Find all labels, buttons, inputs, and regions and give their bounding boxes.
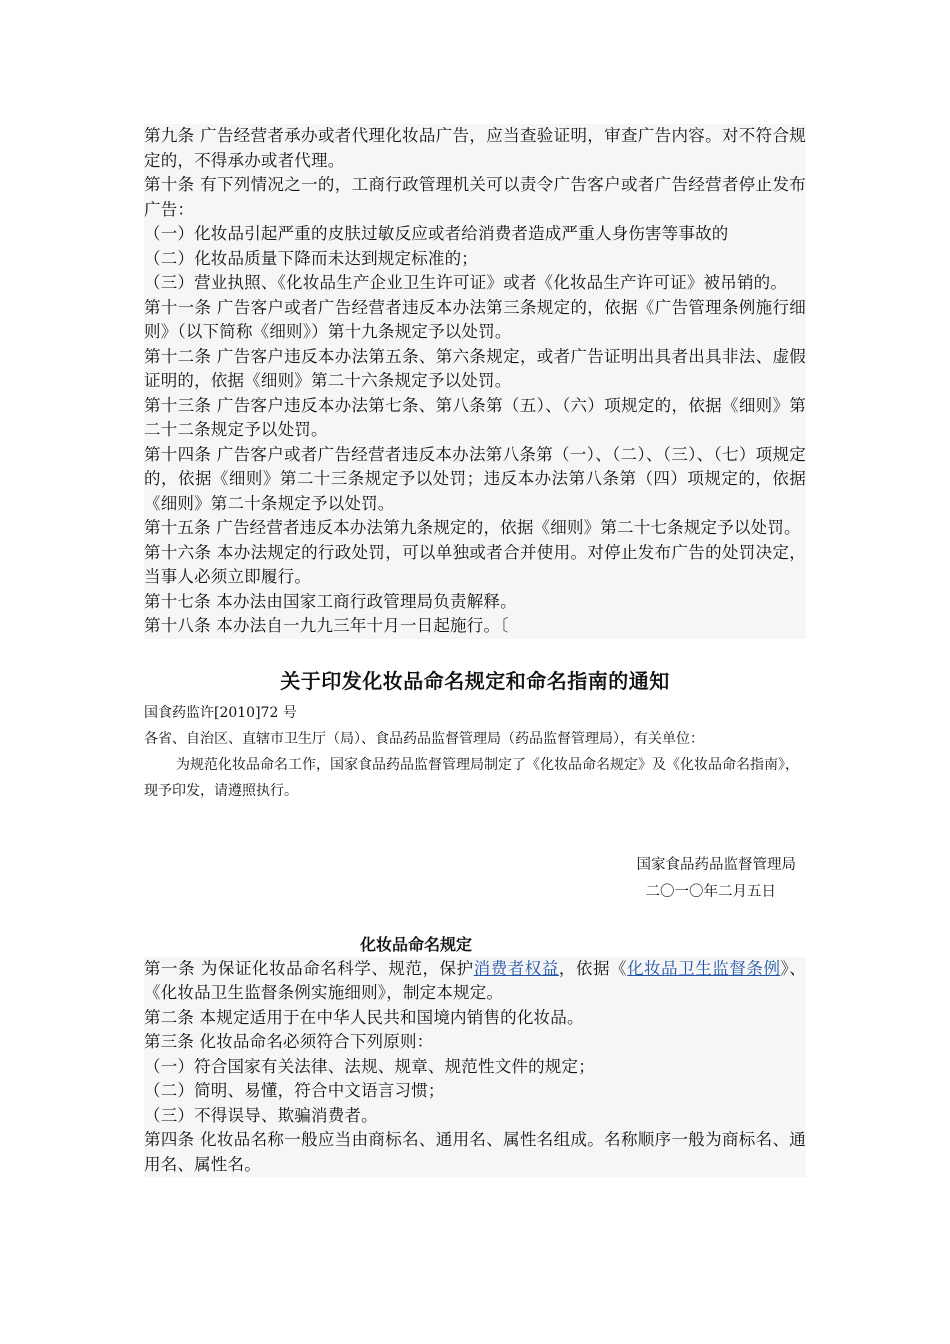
issuer: 国家食品药品监督管理局 <box>636 856 796 873</box>
paragraph: 第十四条 广告客户或者广告经营者违反本办法第八条第（一）、（二）、（三）、（七）项规定的，依据《细则》第二十三条规定予以处罚；违反本办法第八条第（四）项规定的，依据《细则》第二十条规定予以处罚。 <box>144 444 806 513</box>
consumer-rights-link[interactable]: 消费者权益 <box>473 958 559 978</box>
recipients: 各省、自治区、直辖市卫生厅（局）、食品药品监督管理局（药品监督管理局），有关单位： <box>144 730 704 747</box>
article-1-text: 第一条 为保证化妆品命名科学、规范，保护 <box>144 958 474 978</box>
cosmetics-ad-rules-section <box>144 124 806 639</box>
paragraph: 第十六条 本办法规定的行政处罚，可以单独或者合并使用。对停止发布广告的处罚决定，当事人必须立即履行。 <box>144 542 806 586</box>
signature-block <box>144 852 806 906</box>
document-number: 国食药监许[2010]72 号 <box>144 704 297 721</box>
paragraph: 第十一条 广告客户或者广告经营者违反本办法第三条规定的，依据《广告管理条例施行细则》（以下简称《细则》）第十九条规定予以处罚。 <box>144 297 806 341</box>
paragraph: 第二条 本规定适用于在中华人民共和国境内销售的化妆品。 <box>144 1007 584 1027</box>
article-1-text: ，依据《 <box>558 958 628 978</box>
paragraph: 第十三条 广告客户违反本办法第七条、第八条第（五）、（六）项规定的，依据《细则》第二十二条规定予以处罚。 <box>144 395 806 439</box>
notice-text: 为规范化妆品命名工作，国家食品药品监督管理局制定了《化妆品命名规定》及《化妆品命名指南》，现予印发，请遵照执行。 <box>144 756 799 799</box>
paragraph: （一）化妆品引起严重的皮肤过敏反应或者给消费者造成严重人身伤害等事故的 <box>144 224 729 243</box>
paragraph: （一）符合国家有关法律、法规、规章、规范性文件的规定； <box>144 1056 595 1076</box>
paragraph: 第十八条 本办法自一九九三年十月一日起施行。〔 <box>144 616 509 635</box>
paragraph: （三）不得误导、欺骗消费者。 <box>144 1105 378 1125</box>
paragraph: 第十二条 广告客户违反本办法第五条、第六条规定，或者广告证明出具者出具非法、虚假证明的，依据《细则》第二十六条规定予以处罚。 <box>144 346 806 390</box>
paragraph: （三）营业执照、《化妆品生产企业卫生许可证》或者《化妆品生产许可证》被吊销的。 <box>144 273 788 292</box>
issue-date: 二〇一〇年二月五日 <box>645 883 776 900</box>
document-page <box>144 124 806 1177</box>
notice-title: 关于印发化妆品命名规定和命名指南的通知 <box>280 668 670 693</box>
paragraph: 第十条 有下列情况之一的，工商行政管理机关可以责令广告客户或者广告经营者停止发布广告： <box>144 175 806 219</box>
article-1 <box>144 957 806 1006</box>
article-1-text: 》、《化妆品卫生监督条例实施细则》，制定本规定。 <box>144 958 806 1002</box>
regulation-link[interactable]: 化妆品卫生监督条例 <box>627 958 781 978</box>
paragraph: 第三条 化妆品命名必须符合下列原则： <box>144 1032 434 1051</box>
paragraph: （二）化妆品质量下降而未达到规定标准的； <box>144 248 478 268</box>
rules-title: 化妆品命名规定 <box>360 934 473 954</box>
paragraph: 第十七条 本办法由国家工商行政管理局负责解释。 <box>144 591 517 611</box>
paragraph: （二）简明、易懂，符合中文语言习惯； <box>144 1081 445 1100</box>
paragraph: 第九条 广告经营者承办或者代理化妆品广告，应当查验证明，审查广告内容。对不符合规定的，不得承办或者代理。 <box>144 126 806 170</box>
naming-rules-section <box>144 957 806 1178</box>
paragraph: 第十五条 广告经营者违反本办法第九条规定的，依据《细则》第二十七条规定予以处罚。 <box>144 518 801 537</box>
paragraph: 第四条 化妆品名称一般应当由商标名、通用名、属性名组成。名称顺序一般为商标名、通用名、属性名。 <box>144 1130 806 1174</box>
notice-body <box>144 700 806 804</box>
